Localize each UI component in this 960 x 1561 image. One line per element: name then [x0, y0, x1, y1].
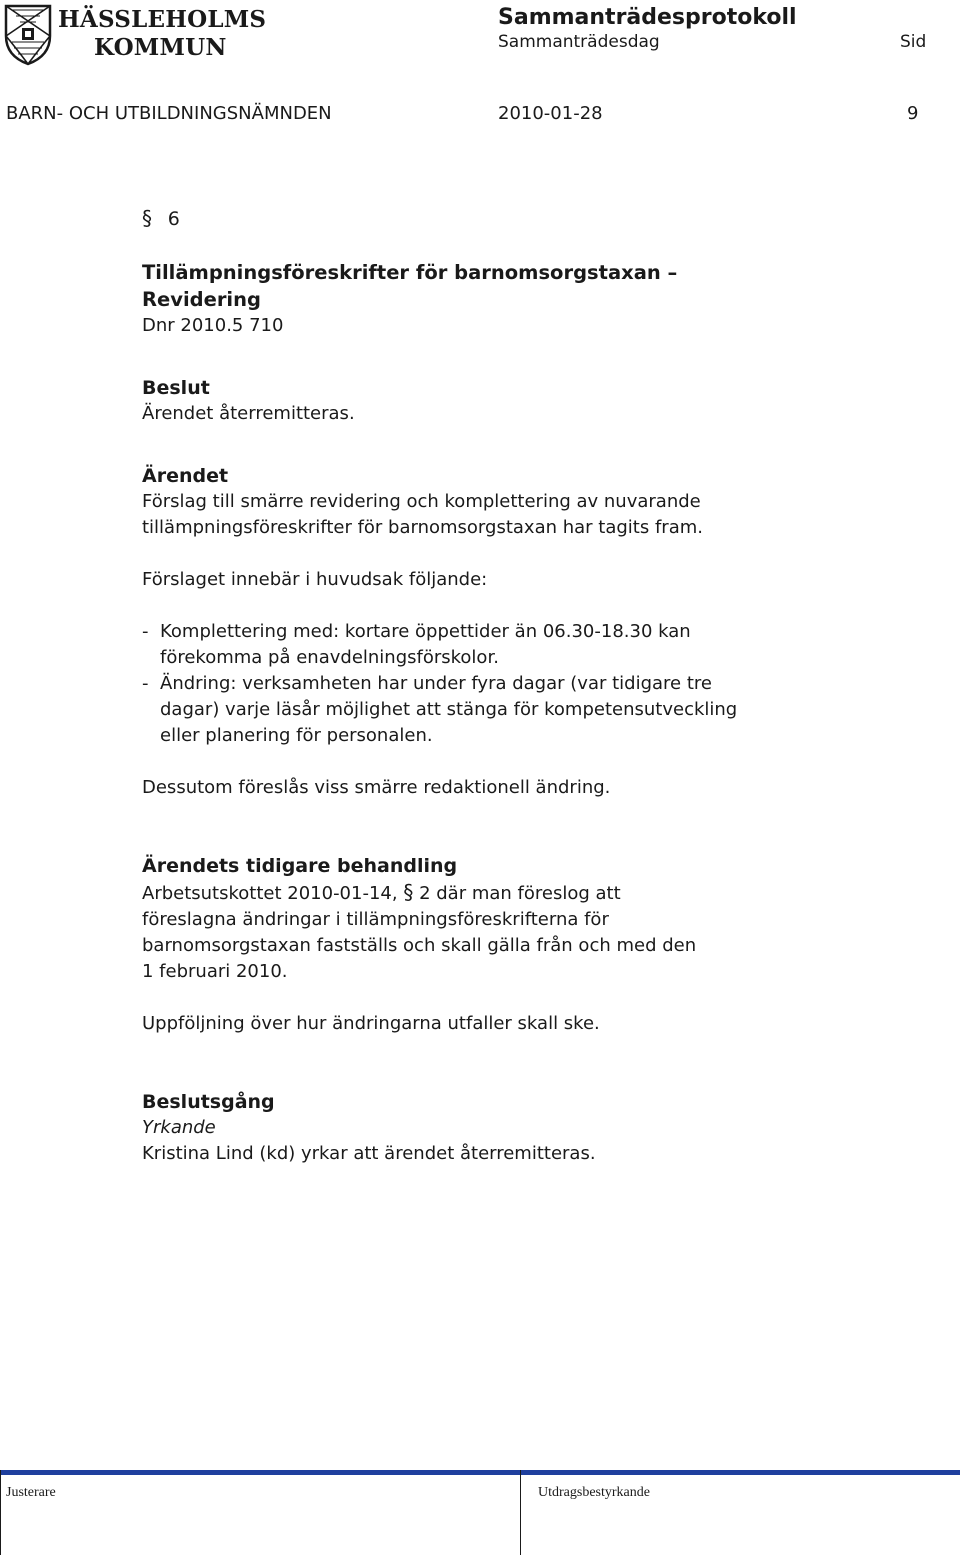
tidigare-heading: Ärendets tidigare behandling [142, 855, 458, 877]
meeting-date: 2010-01-28 [498, 103, 603, 124]
document-title: Sammanträdesprotokoll [498, 5, 797, 30]
footer-divider [0, 1470, 1, 1555]
document-body [142, 205, 902, 1167]
yrkande-subheading: Yrkande [142, 1117, 216, 1138]
list-item: - Ändring: verksamheten har under fyra dagar (var tidigare tre dagar) varje läsår möjlighet att stänga för kompetensutveckling eller planering för personalen. [142, 673, 738, 746]
page-label: Sid [900, 32, 927, 52]
arendet-heading: Ärendet [142, 465, 229, 487]
arendet-line-1: Förslag till smärre revidering och komplettering av nuvarande [142, 491, 701, 512]
beslut-text: Ärendet återremitteras. [142, 403, 355, 424]
municipal-crest-logo [2, 2, 54, 66]
yrkande-text: Kristina Lind (kd) yrkar att ärendet återremitteras. [142, 1143, 596, 1164]
page-number: 9 [907, 103, 919, 124]
org-logo-text: HÄSSLEHOLMS KOMMUN [58, 6, 267, 61]
list-item: - Komplettering med: kortare öppettider än 06.30-18.30 kan förekomma på enavdelningsförskolor. [142, 621, 691, 668]
arendet-closing: Dessutom föreslås viss smärre redaktionell ändring. [142, 777, 611, 798]
footer-rule [0, 1470, 960, 1475]
paragraph-mark: § [142, 206, 152, 230]
paragraph-mark: § [403, 880, 414, 904]
committee-name: BARN- OCH UTBILDNINGSNÄMNDEN [6, 103, 332, 124]
diary-number: Dnr 2010.5 710 [142, 315, 284, 336]
justerare-label: Justerare [6, 1485, 56, 1500]
tidigare-line-3: barnomsorgstaxan fastställs och skall gälla från och med den [142, 935, 697, 956]
beslutsgang-heading: Beslutsgång [142, 1091, 275, 1113]
section-no: 6 [167, 208, 180, 230]
arendet-intro: Förslaget innebär i huvudsak följande: [142, 569, 488, 590]
footer-divider [520, 1470, 521, 1555]
beslut-heading: Beslut [142, 377, 210, 399]
tidigare-line-4: 1 februari 2010. [142, 961, 288, 982]
tidigare-line-2: föreslagna ändringar i tillämpningsföreskrifterna för [142, 909, 609, 930]
section-number [142, 205, 902, 233]
meeting-date-label: Sammanträdesdag [498, 32, 660, 52]
followup-text: Uppföljning över hur ändringarna utfaller skall ske. [142, 1013, 600, 1034]
tidigare-line-1: Arbetsutskottet 2010-01-14, § 2 där man föreslog att [142, 880, 621, 904]
change-list [142, 619, 902, 749]
arendet-line-2: tillämpningsföreskrifter för barnomsorgstaxan har tagits fram. [142, 517, 703, 538]
utdragsbestyrkande-label: Utdragsbestyrkande [538, 1485, 650, 1500]
item-title: Tillämpningsföreskrifter för barnomsorgstaxan – Revidering [142, 261, 678, 311]
